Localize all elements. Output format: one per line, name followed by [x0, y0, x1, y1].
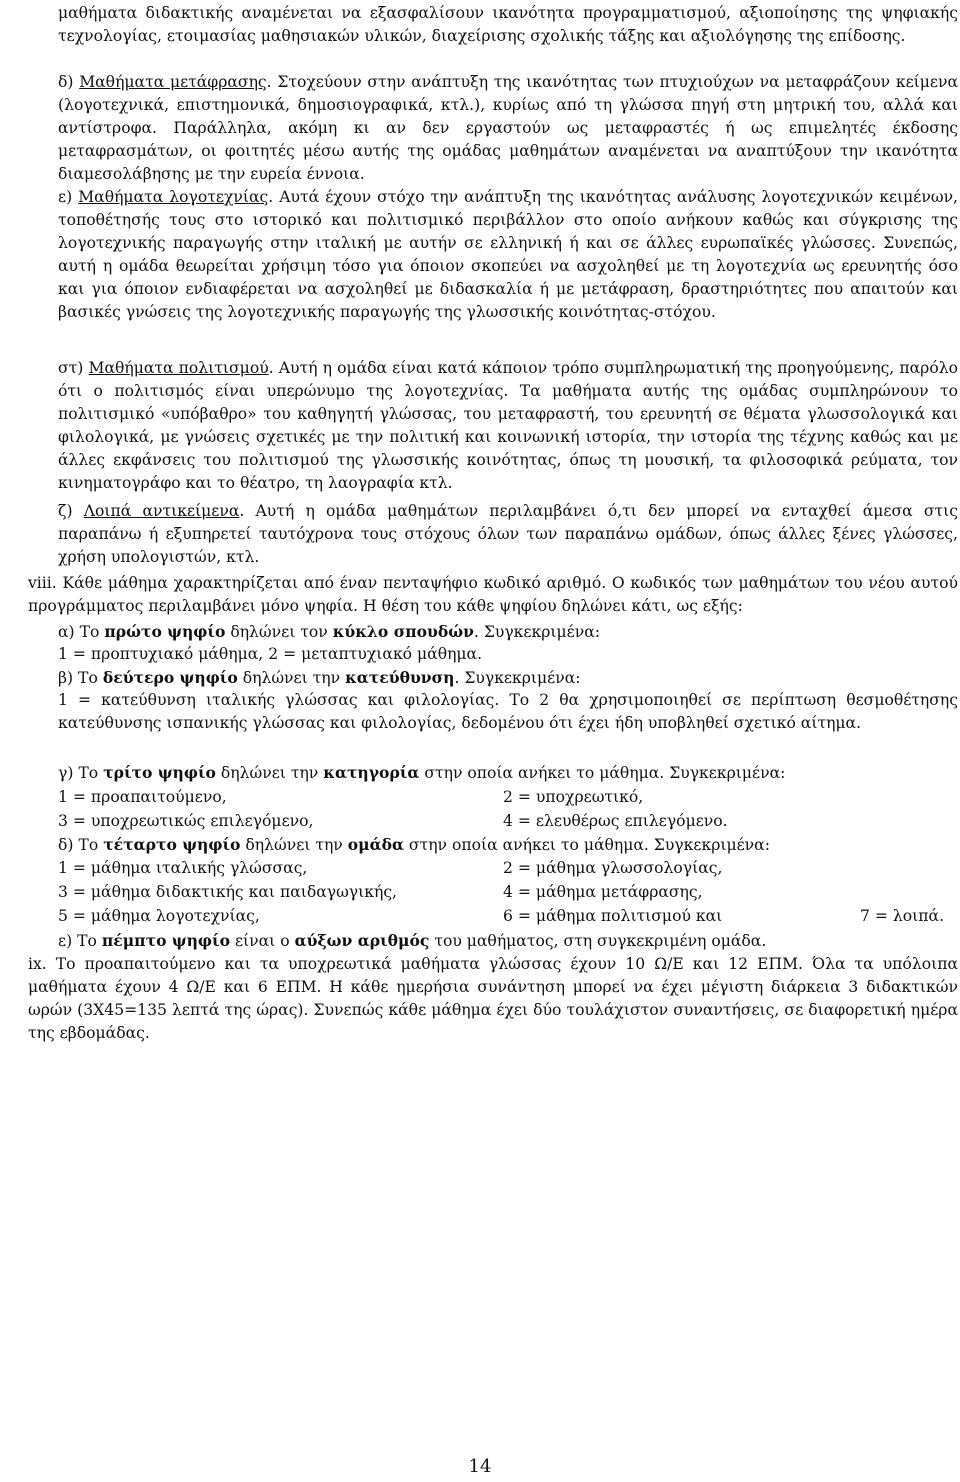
section-d-title: Μαθήματα μετάφρασης — [79, 73, 267, 91]
digit-4-row-1 — [58, 857, 958, 880]
section-z-text: . Αυτή η ομάδα μαθημάτων περιλαμβάνει ό,τι δεν μπορεί να ενταχθεί άμεσα στις παραπάνω ή εξυπηρετεί ταυτόχρονα τους στόχους όλων των παραπάνω ομάδων, όπως άλλες ξένες γλώσσες, χρήση υπολογιστών, κτλ. — [58, 502, 958, 566]
digit-1-suffix: . Συγκεκριμένα: — [473, 623, 600, 641]
section-e-literature — [58, 186, 958, 324]
digit-4-suffix: στην οποία ανήκει το μάθημα. Συγκεκριμένα: — [403, 836, 770, 854]
digit-3-mid: δηλώνει την — [215, 764, 324, 782]
digit-3-row-1 — [58, 786, 958, 809]
digit-5-bold: πέμπτο ψηφίο — [101, 931, 230, 950]
digit-1-bold2: κύκλο σπουδών — [332, 622, 474, 641]
digit-3-suffix: στην οποία ανήκει το μάθημα. Συγκεκριμένα: — [419, 764, 786, 782]
digit-4-mid: δηλώνει την — [240, 836, 348, 854]
group-linguistics: 2 = μάθημα γλωσσολογίας, — [503, 859, 723, 877]
digit-5-prefix: ε) Το — [58, 932, 102, 950]
digit-2-mid: δηλώνει την — [237, 669, 346, 687]
section-d-label: δ) — [58, 73, 80, 91]
section-st-culture — [58, 357, 958, 495]
section-st-label: στ) — [58, 359, 89, 377]
group-culture: 6 = μάθημα πολιτισμού και — [503, 907, 723, 925]
section-d-translation — [58, 71, 958, 186]
digit-2-bold2: κατεύθυνση — [345, 668, 455, 687]
digit-1-prefix: α) Το — [58, 623, 105, 641]
digit-1-bold: πρώτο ψηφίο — [104, 622, 226, 641]
digit-5-suffix: του μαθήματος, στη συγκεκριμένη ομάδα. — [429, 932, 767, 950]
section-e-label: ε) — [58, 188, 79, 206]
group-literature: 5 = μάθημα λογοτεχνίας, — [58, 907, 260, 925]
digit-4-row-3 — [58, 905, 958, 928]
paragraph-intro: μαθήματα διδακτικής αναμένεται να εξασφαλίσουν ικανότητα προγραμματισμού, αξιοποίησης της ψηφιακής τεχνολογίας, ετοιμασίας μαθησιακών υλικών, διαχείρισης σχολικής τάξης και αξιολόγησης της επίδοσης. — [58, 4, 958, 45]
digit-5-bold2: αύξων αριθμός — [294, 931, 430, 950]
digit-2-bold: δεύτερο ψηφίο — [102, 668, 238, 687]
digit-3-line — [58, 761, 958, 785]
group-other: 7 = λοιπά. — [860, 907, 945, 925]
group-didactics: 3 = μάθημα διδακτικής και παιδαγωγικής, — [58, 883, 398, 901]
digit-5-mid: είναι ο — [230, 932, 295, 950]
digit-2-values: 1 = κατεύθυνση ιταλικής γλώσσας και φιλολογίας. Το 2 θα χρησιμοποιηθεί σε περίπτωση θεσμοθέτησης κατεύθυνσης ισπανικής γλώσσας και φιλολογίας, δεδομένου ότι έχει ήδη υποβληθεί σχετικό αίτημα. — [58, 691, 958, 732]
section-e-text: . Αυτά έχουν στόχο την ανάπτυξη της ικανότητας ανάλυσης λογοτεχνικών κειμένων, τοποθέτησής τους στο ιστορικό και πολιτισμικό περιβάλλον στο οποίο ανήκουν καθώς και σύγκρισης της λογοτεχνικής παραγωγής στην ιταλική με αυτήν σε ελληνική ή και σε άλλες ευρωπαϊκές γλώσσες. Συνεπώς, αυτή η ομάδα θεωρείται χρήσιμη τόσο για όποιον σκοπεύει να ασχοληθεί με τη λογοτεχνία ως ερευνητής όσο και για όποιον ενδιαφέρεται να ασχοληθεί με διδασκαλία ή με μετάφραση, δραστηριότητες που απαιτούν και βασικές γνώσεις της λογοτεχνικής παραγωγής της γλωσσικής κοινότητας-στόχου. — [58, 188, 959, 321]
category-prerequisite: 1 = προαπαιτούμενο, — [58, 788, 227, 806]
paragraph-viii: viii. Κάθε μάθημα χαρακτηρίζεται από έναν πενταψήφιο κωδικό αριθμό. Ο κωδικός των μαθημάτων του νέου αυτού προγράμματος περιλαμβάνει μόνο ψηφία. Η θέση του κάθε ψηφίου δηλώνει κάτι, ως εξής: — [28, 574, 958, 615]
digit-1-line — [58, 620, 958, 644]
digit-3-row-2 — [58, 810, 958, 833]
group-italian-language: 1 = μάθημα ιταλικής γλώσσας, — [58, 859, 308, 877]
section-d-text: . Στοχεύουν στην ανάπτυξη της ικανότητας των πτυχιούχων να μεταφράζουν κείμενα (λογοτεχνικά, επιστημονικά, δημοσιογραφικά, κτλ.), κυρίως από τη γλώσσα πηγή στη μητρική του, αλλά και αντίστροφα. Παράλληλα, ακόμη κι αν δεν εργαστούν ως μεταφραστές ή ως επιμελητές έκδοσης μεταφρασμάτων, οι φοιτητές μέσω αυτής της ομάδας μαθημάτων αναμένεται να αναπτύξουν την ικανότητα διαμεσολάβησης με την ευρεία έννοια. — [58, 73, 959, 183]
section-z-other — [58, 500, 958, 569]
digit-4-bold2: ομάδα — [347, 835, 404, 854]
digit-2-prefix: β) Το — [58, 669, 103, 687]
digit-1-mid: δηλώνει τον — [225, 623, 333, 641]
section-st-text: . Αυτή η ομάδα είναι κατά κάποιον τρόπο συμπληρωματική της προηγούμενης, παρόλο ότι ο πολιτισμός είναι υπερώνυμο της λογοτεχνίας. Τα μαθήματα αυτής της ομάδας συμπληρώνουν το πολιτισμικό «υπόβαθρο» του καθηγητή γλώσσας, του μεταφραστή, του ερευνητή σε θέματα γλωσσολογικά και φιλολογικά, με γνώσεις σχετικές με την πολιτική και κοινωνική ιστορία, την ιστορία της τέχνης καθώς και με άλλες εκφάνσεις του πολιτισμού της γλωσσικής κοινότητας, όπως τη μουσική, τα φιλοσοφικά ρεύματα, τον κινηματογράφο και το θέατρο, τη λαογραφία κτλ. — [58, 359, 959, 492]
digit-4-prefix: δ) Το — [58, 836, 104, 854]
category-free-elective: 4 = ελευθέρως επιλεγόμενο. — [503, 812, 728, 830]
group-translation: 4 = μάθημα μετάφρασης, — [503, 883, 703, 901]
digit-3-bold2: κατηγορία — [323, 763, 420, 782]
digit-2-line — [58, 666, 958, 690]
digit-4-line — [58, 833, 958, 857]
digit-4-row-2 — [58, 881, 958, 904]
category-mandatory: 2 = υποχρεωτικό, — [503, 788, 644, 806]
page-number: 14 — [468, 1456, 492, 1477]
digit-3-prefix: γ) Το — [58, 764, 104, 782]
digit-2-suffix: . Συγκεκριμένα: — [454, 669, 581, 687]
section-st-title: Μαθήματα πολιτισμού — [88, 359, 269, 377]
digit-5-line — [58, 929, 958, 953]
paragraph-ix: ix. Το προαπαιτούμενο και τα υποχρεωτικά μαθήματα γλώσσας έχουν 10 Ω/Ε και 12 ΕΠΜ. Όλα τα υπόλοιπα μαθήματα έχουν 4 Ω/Ε και 6 ΕΠΜ. Η κάθε ημερήσια συνάντηση μπορεί να έχει μέγιστη διάρκεια 3 διδακτικών ωρών (3Χ45=135 λεπτά της ώρας). Συνεπώς κάθε μάθημα έχει δύο τουλάχιστον συναντήσεις, σε διαφορετική ημέρα της εβδομάδας. — [28, 955, 958, 1042]
digit-4-bold: τέταρτο ψηφίο — [103, 835, 241, 854]
section-z-label: ζ) — [58, 502, 84, 520]
section-e-title: Μαθήματα λογοτεχνίας — [78, 188, 269, 206]
category-mandatory-elective: 3 = υποχρεωτικώς επιλεγόμενο, — [58, 812, 314, 830]
section-z-title: Λοιπά αντικείμενα — [83, 502, 240, 520]
digit-3-bold: τρίτο ψηφίο — [103, 763, 216, 782]
digit-1-values: 1 = προπτυχιακό μάθημα, 2 = μεταπτυχιακό μάθημα. — [58, 645, 483, 663]
